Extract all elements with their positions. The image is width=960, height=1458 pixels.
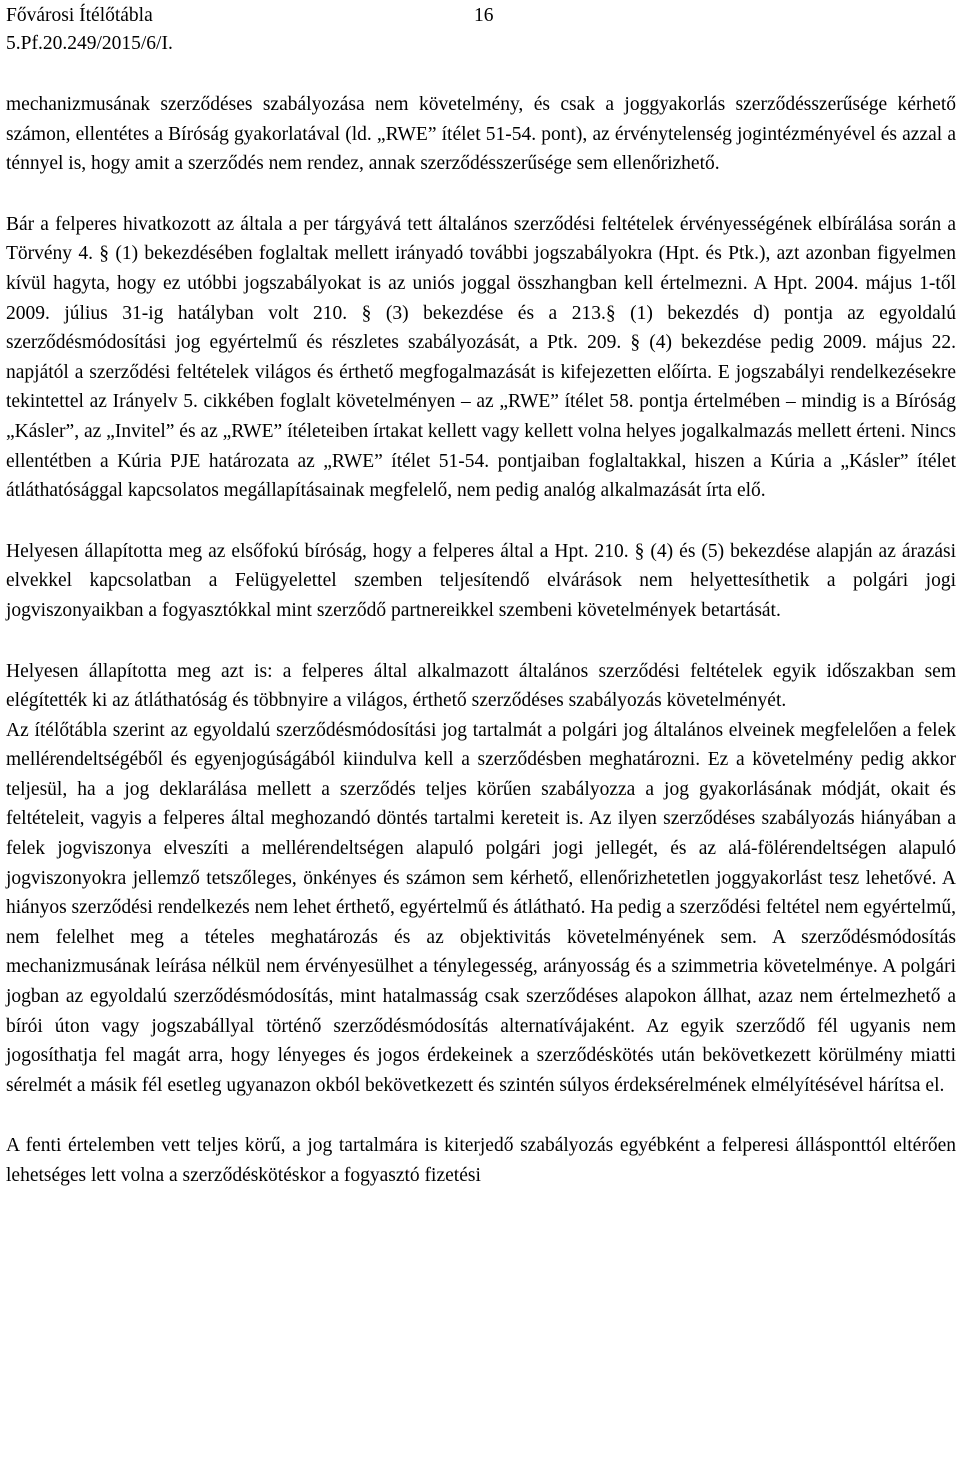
court-name: Fővárosi Ítélőtábla	[6, 5, 153, 26]
document-body	[6, 90, 956, 1191]
paragraph-transparency-requirements: Bár a felperes hivatkozott az általa a per tárgyává tett általános szerződési feltételek érvényességének elbírálása során a Törvény 4. § (1) bekezdésében foglaltak mellett irányadó további jogszabályokra (Hpt. és Ptk.), azt azonban figyelmen kívül hagyta, hogy ez utóbbi jogszabályokat is az uniós joggal összhangban kell értelmezni. A Hpt. 2004. május 1-től 2009. július 31-ig hatályban volt 210. § (3) bekezdése és a 213.§ (1) bekezdés d) pontja az egyoldalú szerződésmódosítási jog egyértelmű és részletes szabályozását, a Ptk. 209. § (4) bekezdése pedig 2009. május 22. napjától a szerződési feltételek világos és érthető megfogalmazását is kifejezetten előírta. E jogszabályi rendelkezésekre tekintettel az Irányelv 5. cikkében foglalt követelményen – az „RWE” ítélet 58. pontja értelmében – mindig is a Bíróság „Kásler”, az „Invitel” és az „RWE” ítéleteiben írtakat kellett vagy kellett volna helyes jogalkalmazás mellett érteni. Nincs ellentétben a Kúria PJE határozata az „RWE” ítélet 51-54. pontjaiban foglaltakkal, hiszen a Kúria a „Kásler” ítélet átláthatósággal kapcsolatos megállapításainak megfelelő, nem pedig analóg alkalmazását írta elő.	[6, 213, 956, 502]
paragraph-continuation: mechanizmusának szerződéses szabályozása nem követelmény, és csak a joggyakorlás szerződésszerűsége kérhető számon, ellentétes a Bíróság gyakorlatával (ld. „RWE” ítélet 51-54. pont), az érvénytelenség jogintézményével és azzal a ténnyel is, hogy amit a szerződés nem rendez, annak szerződésszerűsége sem ellenőrizhető.	[6, 94, 956, 175]
paragraph-unilateral-modification: Az ítélőtábla szerint az egyoldalú szerződésmódosítási jog tartalmát a polgári jog általános elveinek megfelelően a felek mellérendeltségéből és egyenjogúságából kiindulva kell a szerződésben meghatározni. Ez a követelmény pedig akkor teljesül, ha a jog deklarálása mellett a szerződés teljes körűen szabályozza a jog gyakorlásának módját, okait és feltételeit, vagyis a felperes által meghozandó döntés tartalmi kereteit is. Az ilyen szerződéses szabályozás hiányában a felek jogviszonya elveszíti a mellérendeltségen alapuló polgári jogi jellegét, és az alá-fölérendeltségen alapuló jogviszonyokra jellemző tetszőleges, önkényes és számon sem kérhető, ellenőrizhetetlen joggyakorlást tesz lehetővé. A hiányos szerződési rendelkezés nem lehet érthető, egyértelmű és átlátható. Ha pedig a szerződési feltétel nem egyértelmű, nem felelhet meg a tételes meghatározás és az objektivitás követelményének sem. A szerződésmódosítás mechanizmusának leírása nélkül nem érvényesülhet a ténylegesség, arányosság és a szimmetria követelménye. A polgári jogban az egyoldalú szerződésmódosítás, mint hatalmasság csak szerződéses alapokon állhat, azaz nem értelmezhető a bírói úton vagy jogszabállyal történő szerződésmódosítás alternatívájaként. Az egyik szerződő fél ugyanis nem jogosíthatja fel magát arra, hogy lényeges és jogos érdekeinek a szerződéskötés után bekövetkezett körülmény miatti sérelmét a másik fél esetleg ugyanazon okból bekövetkezett és szintén súlyos érdeksérelmének elmélyítésével hárítsa el.	[6, 719, 956, 1096]
paragraph-terms-not-transparent: Helyesen állapította meg azt is: a felperes által alkalmazott általános szerződési feltételek egyik időszakban sem elégítették ki az átláthatóság és többnyire a világos, érthető szerződéses szabályozás követelményét.	[6, 660, 956, 712]
paragraph-comprehensive-regulation: A fenti értelemben vett teljes körű, a jog tartalmára is kiterjedő szabályozás egyébként a felperesi állásponttól eltérően lehetséges lett volna a szerződéskötéskor a fogyasztó fizetési	[6, 1135, 956, 1186]
case-number: 5.Pf.20.249/2015/6/I.	[6, 33, 173, 54]
page-number: 16	[474, 5, 494, 26]
paragraph-supervisory-expectations: Helyesen állapította meg az elsőfokú bíróság, hogy a felperes által a Hpt. 210. § (4) és (5) bekezdése alapján az árazási elvekkel kapcsolatban a Felügyelettel szemben teljesítendő elvárások nem helyettesíthetik a polgári jogi jogviszonyaikban a fogyasztókkal mint szerződő partnereikkel szembeni követelmények betartását.	[6, 540, 956, 621]
page-header	[6, 2, 956, 58]
